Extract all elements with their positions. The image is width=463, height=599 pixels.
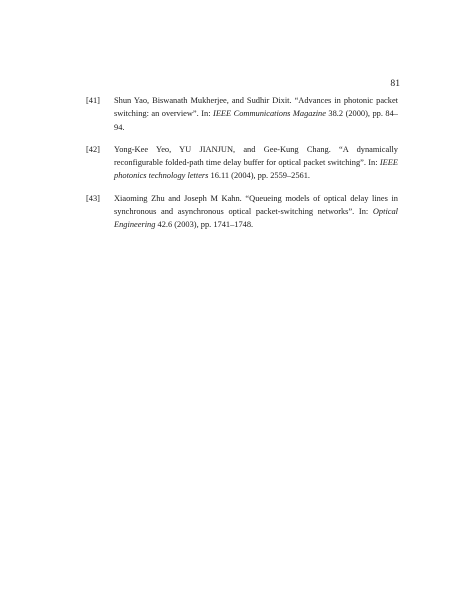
reference-authors-title: Shun Yao, Biswanath Mukherjee, and Sudhir Dixit. “Advances in photonic packet switching: an overview”. In: <box>114 96 398 119</box>
reference-text <box>114 143 398 183</box>
reference-41 <box>86 94 398 134</box>
reference-label: [41] <box>86 96 100 105</box>
reference-43 <box>86 192 398 232</box>
reference-details: 42.6 (2003), pp. 1741–1748. <box>155 220 254 230</box>
page-number: 81 <box>390 78 400 89</box>
reference-venue: Optical Engineering <box>114 207 398 230</box>
reference-text <box>114 192 398 232</box>
reference-text <box>114 94 398 134</box>
reference-42 <box>86 143 398 183</box>
reference-label: [43] <box>86 193 100 203</box>
reference-details: 16.11 (2004), pp. 2559–2561. <box>208 171 311 181</box>
reference-authors-title: Yong-Kee Yeo, YU JIANJUN, and Gee-Kung Chang. “A dynamically reconfigurable folded-path time delay buffer for optical packet switching”. In: <box>114 144 398 168</box>
reference-venue: IEEE Communications Magazine <box>213 109 326 119</box>
reference-venue: IEEE photonics technology letters <box>114 158 398 181</box>
reference-label: [42] <box>86 144 100 154</box>
reference-list <box>86 94 398 241</box>
reference-authors-title: Xiaoming Zhu and Joseph M Kahn. “Queueing models of optical delay lines in synchronous and asynchronous optical packet-switching networks”. In: <box>114 193 398 217</box>
reference-details: 38.2 (2000), pp. 84–94. <box>114 109 398 132</box>
